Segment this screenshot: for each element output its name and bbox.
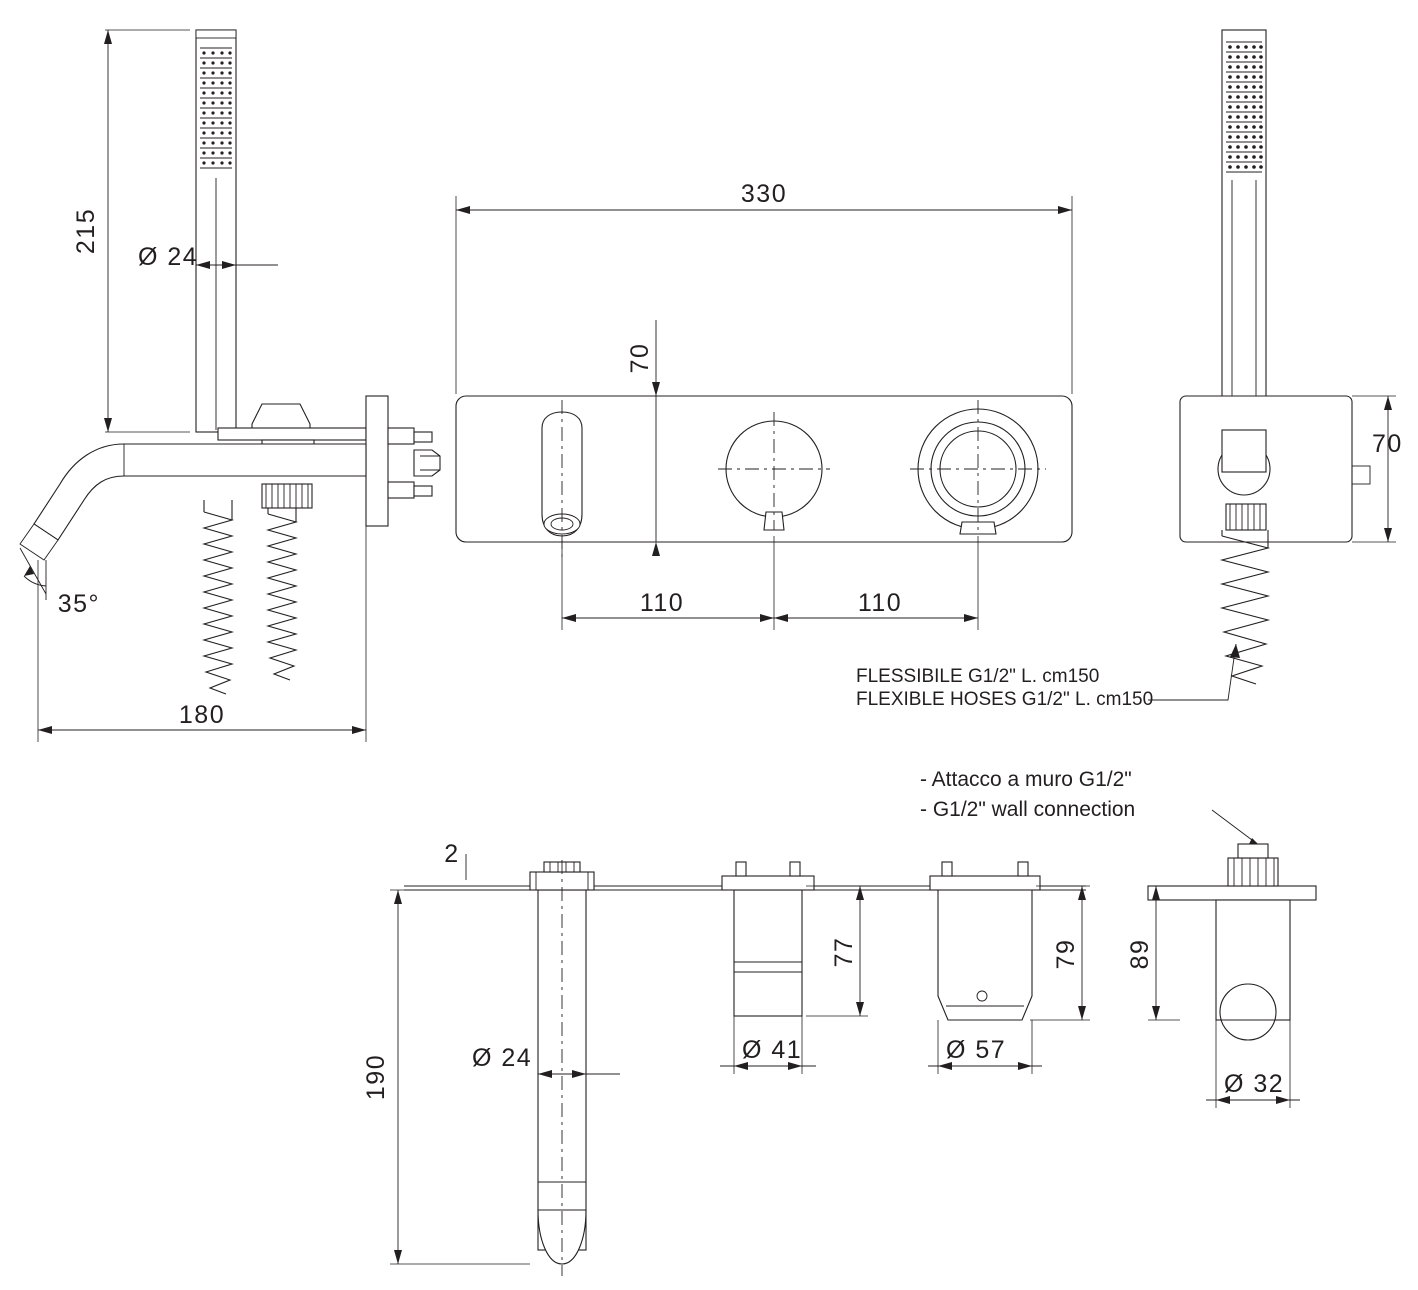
view-front-elevation xyxy=(456,180,1072,630)
dim-height-89 xyxy=(1126,886,1180,1020)
thermostatic-body-section xyxy=(930,862,1040,1020)
dim-label-110-right: 110 xyxy=(857,589,903,617)
dim-label-2: 2 xyxy=(444,840,460,868)
dim-height-190 xyxy=(362,890,533,1264)
hose-coil-right xyxy=(268,508,296,680)
dim-thickness-2 xyxy=(444,840,480,890)
dim-width-180 xyxy=(38,500,366,742)
spout-side xyxy=(20,444,366,560)
dim-width-330 xyxy=(456,180,1072,394)
dim-spacing-110 xyxy=(562,536,978,630)
dim-dia-41 xyxy=(720,1016,816,1074)
note-flexible-hoses xyxy=(856,644,1240,710)
view-side-elevation xyxy=(20,30,440,742)
handshower-holder-bracket-side xyxy=(218,404,366,446)
note-hose-en: FLEXIBLE HOSES G1/2" L. cm150 xyxy=(856,689,1154,710)
hose-coil-right-view xyxy=(1222,530,1268,684)
dim-label-180: 180 xyxy=(178,701,226,729)
dim-label-dia-32: Ø 32 xyxy=(1224,1070,1285,1098)
handshower-wand-right xyxy=(1222,30,1266,430)
note-wall-it: - Attacco a muro G1/2" xyxy=(920,768,1132,791)
dim-angle-35 xyxy=(20,548,100,618)
hose-coil-left xyxy=(204,500,232,694)
dim-label-dia-24-bottom: Ø 24 xyxy=(472,1044,533,1072)
dim-label-330: 330 xyxy=(740,180,788,208)
dim-height-77 xyxy=(806,886,868,1016)
note-hose-it: FLESSIBILE G1/2" L. cm150 xyxy=(856,666,1100,687)
note-wall-en: - G1/2" wall connection xyxy=(920,798,1136,821)
dim-label-110-left: 110 xyxy=(639,589,685,617)
holder-body-section xyxy=(1148,844,1316,1040)
dim-label-77: 77 xyxy=(830,936,858,968)
dim-label-dia-24-side: Ø 24 xyxy=(138,243,199,271)
view-handshower-holder xyxy=(1180,30,1403,684)
dim-label-35: 35° xyxy=(57,590,100,618)
dim-height-215 xyxy=(72,30,190,432)
spout-body-section xyxy=(530,860,594,1276)
dim-label-89: 89 xyxy=(1126,938,1154,970)
dim-label-190: 190 xyxy=(362,1053,390,1101)
handshower-wand-side xyxy=(196,30,236,432)
dim-dia-57 xyxy=(928,1020,1042,1074)
flexible-hoses-side xyxy=(204,484,312,694)
view-bottom-sections xyxy=(362,840,1316,1276)
dim-label-70-front: 70 xyxy=(626,342,654,374)
dim-label-79: 79 xyxy=(1052,938,1080,970)
note-wall-connection xyxy=(920,768,1262,848)
wall-plate-side xyxy=(366,396,440,526)
holder-plate-right xyxy=(1180,396,1352,542)
dim-label-dia-41: Ø 41 xyxy=(742,1036,803,1064)
dim-label-dia-57: Ø 57 xyxy=(946,1036,1007,1064)
dim-height-79 xyxy=(1030,886,1090,1020)
dim-label-215: 215 xyxy=(72,207,100,255)
dim-label-square-70: 70 xyxy=(1372,430,1403,458)
mixer-body-section xyxy=(722,862,814,1016)
dim-square-70 xyxy=(1352,396,1403,542)
